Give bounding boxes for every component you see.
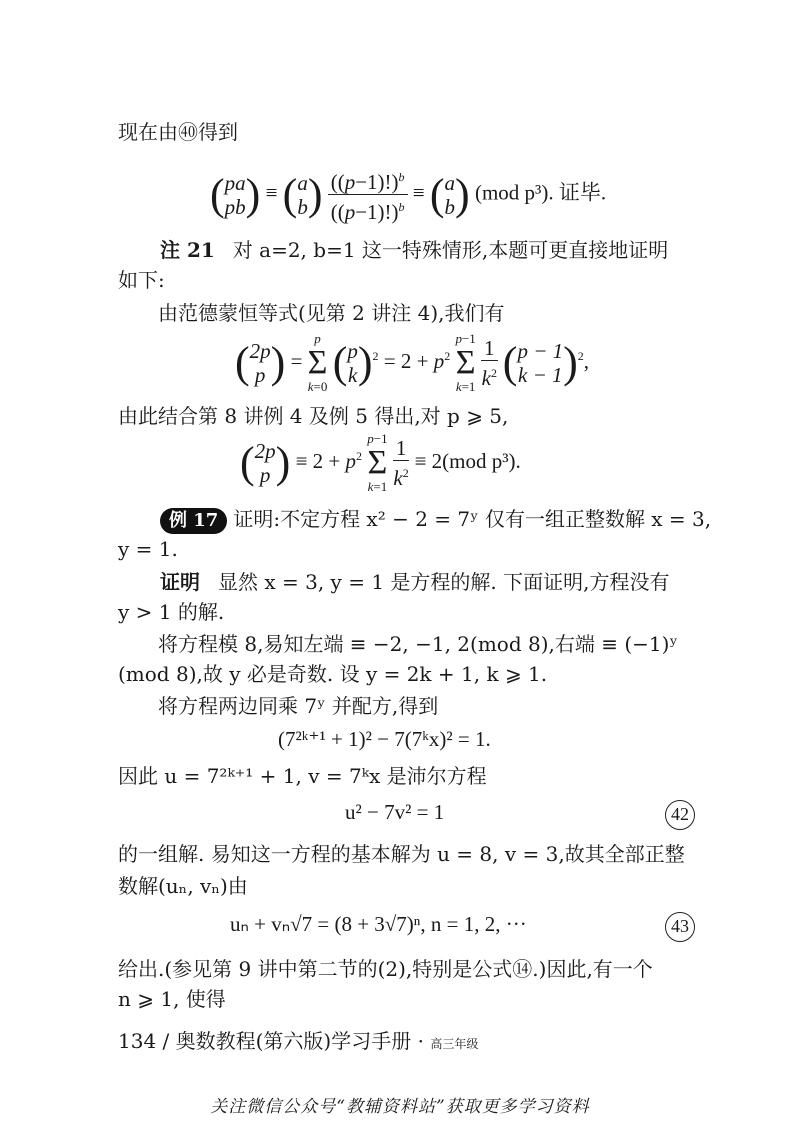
- equation-pell: u² − 7v² = 1: [345, 800, 445, 824]
- note-heading: 注 21: [160, 238, 215, 262]
- proof-heading: 证明: [160, 570, 200, 594]
- multiply-line: 将方程两边同乘 7ʸ 并配方,得到: [158, 694, 439, 718]
- vandermonde-line: 由范德蒙恒等式(见第 2 讲注 4),我们有: [158, 301, 505, 325]
- example-text: 证明:不定方程 x² − 2 = 7ʸ 仅有一组正整数解 x = 3,: [233, 507, 712, 531]
- footer-title: 134 / 奥数教程(第六版)学习手册 ·: [118, 1029, 424, 1053]
- equation-tail: (mod p³). 证毕.: [474, 180, 607, 205]
- given-line-cont: n ⩾ 1, 使得: [118, 987, 226, 1011]
- equation-vandermonde: (2p p ) = p Σ k=0 (p $k)^2 = 2 + p^2$ p−1 Σ k=1 $\frac{1}{k^2}$ (p − 1 k − 1)$^2$,: [235, 331, 590, 394]
- equation-tail: ≡ 2(mod p³).: [414, 448, 521, 473]
- example-17: [118, 505, 711, 534]
- watermark-text: 关注微信公众号“教辅资料站”获取更多学习资料: [210, 1097, 590, 1117]
- equation-solutions: uₙ + vₙ√7 = (8 + 3√7)ⁿ, n = 1, 2, ···: [230, 912, 527, 936]
- mod8-line-cont: (mod 8),故 y 必是奇数. 设 y = 2k + 1, k ⩾ 1.: [118, 662, 548, 686]
- combine-line: 由此结合第 8 讲例 4 及例 5 得出,对 p ⩾ 5,: [118, 404, 509, 428]
- footer-grade: 高三年级: [430, 1037, 479, 1051]
- example-text-cont: y = 1.: [118, 537, 178, 561]
- note-text-cont: 如下:: [118, 268, 165, 292]
- mod8-line: 将方程模 8,易知左端 ≡ −2, −1, 2(mod 8),右端 ≡ (−1)ʸ: [158, 632, 678, 656]
- proof-text-cont: y > 1 的解.: [118, 600, 225, 624]
- note-21: [118, 236, 668, 264]
- equation-number: 43: [665, 912, 695, 942]
- solution-line-cont: 数解(uₙ, vₙ)由: [118, 874, 248, 898]
- equation-central-binomial: (2p p ) ≡ $2 + p^2$ p−1 Σ k=1 $\frac{1}{k^2}$ ≡ 2(mod p³).: [240, 431, 521, 494]
- proof: [118, 568, 669, 596]
- equation-completed-square: (7²ᵏ⁺¹ + 1)² − 7(7ᵏx)² = 1.: [278, 727, 491, 751]
- equation-binomial-congruence: (pa pb) ≡ (a b) $\frac{((p-1)!)^b}{((p-1)!)^b}$ ≡ (a b) (mod p³). 证毕.: [210, 165, 606, 224]
- solution-line: 的一组解. 易知这一方程的基本解为 u = 8, v = 3,故其全部正整: [118, 842, 685, 866]
- example-badge: 例 17: [160, 508, 227, 534]
- given-line: 给出.(参见第 9 讲中第二节的(2),特别是公式⑭.)因此,有一个: [118, 957, 653, 981]
- proof-text: 显然 x = 3, y = 1 是方程的解. 下面证明,方程没有: [218, 570, 670, 594]
- note-text: 对 a=2, b=1 这一特殊情形,本题可更直接地证明: [232, 238, 669, 262]
- page-footer: [118, 1025, 478, 1054]
- equation-number: 42: [665, 800, 695, 830]
- pell-line: 因此 u = 7²ᵏ⁺¹ + 1, v = 7ᵏx 是沛尔方程: [118, 764, 487, 788]
- paragraph-intro: 现在由㊵得到: [118, 120, 238, 144]
